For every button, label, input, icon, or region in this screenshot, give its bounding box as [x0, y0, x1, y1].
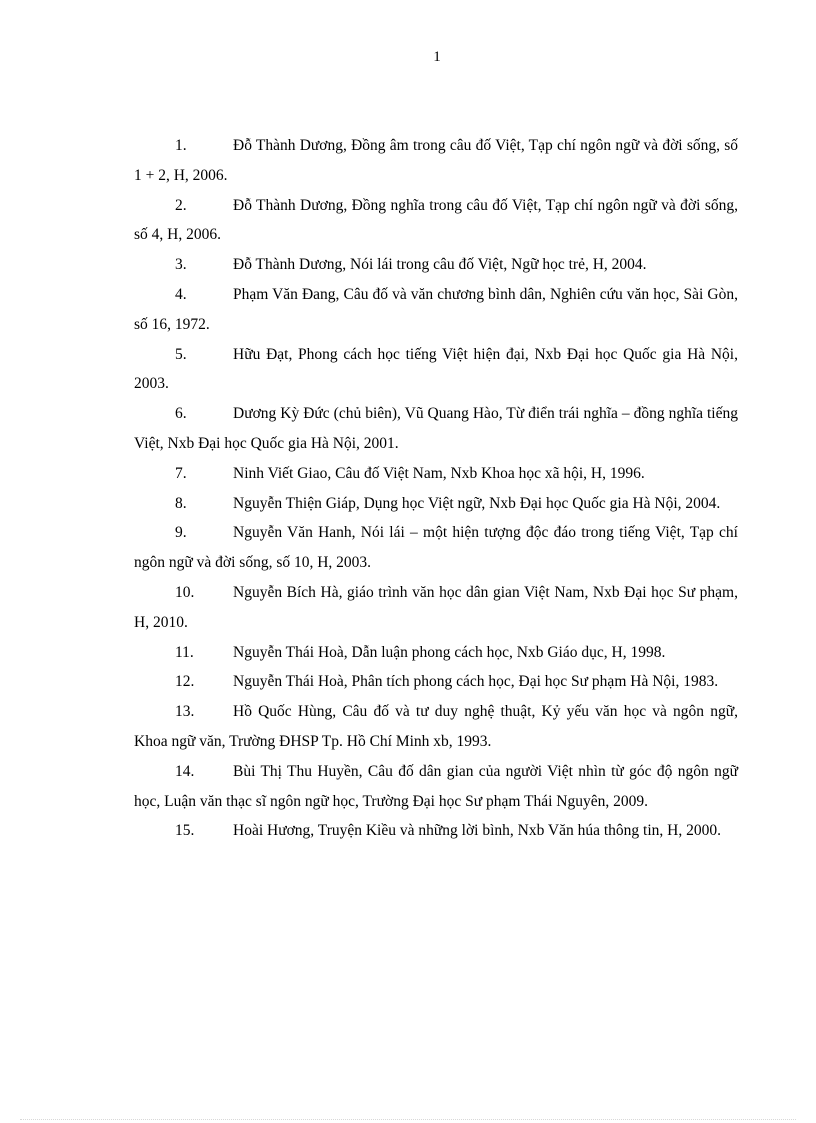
reference-item — [134, 697, 738, 757]
reference-text: Nguyễn Văn Hanh, Nói lái – một hiện tượng độc đáo trong tiếng Việt, Tạp chí ngôn ngữ và đời sống, số 10, H, 2003. — [134, 524, 738, 572]
reference-text: Bùi Thị Thu Huyền, Câu đố dân gian của người Việt nhìn từ góc độ ngôn ngữ học, Luận văn thạc sĩ ngôn ngữ học, Trường Đại học Sư phạm Thái Nguyên, 2009. — [134, 762, 738, 810]
reference-text: Hồ Quốc Hùng, Câu đố và tư duy nghệ thuật, Kỷ yếu văn học và ngôn ngữ, Khoa ngữ văn, Trường ĐHSP Tp. Hồ Chí Minh xb, 1993. — [134, 703, 738, 750]
reference-item — [134, 667, 738, 697]
reference-number: 6. — [175, 405, 187, 423]
reference-number: 9. — [175, 524, 187, 542]
reference-item — [134, 816, 738, 846]
reference-text: Ninh Viết Giao, Câu đố Việt Nam, Nxb Khoa học xã hội, H, 1996. — [233, 464, 645, 482]
reference-text: Phạm Văn Đang, Câu đố và văn chương bình dân, Nghiên cứu văn học, Sài Gòn, số 16, 1972. — [134, 285, 738, 333]
reference-number: 1. — [175, 137, 187, 154]
reference-item — [134, 459, 738, 489]
reference-number: 5. — [175, 345, 187, 363]
reference-list — [134, 131, 738, 846]
reference-number: 13. — [175, 703, 195, 721]
reference-text: Đỗ Thành Dương, Nói lái trong câu đố Việt, Ngữ học trẻ, H, 2004. — [233, 256, 647, 274]
reference-text: Nguyễn Thái Hoà, Phân tích phong cách học, Đại học Sư phạm Hà Nội, 1983. — [233, 673, 719, 691]
reference-text: Nguyễn Thiện Giáp, Dụng học Việt ngữ, Nxb Đại học Quốc gia Hà Nội, 2004. — [233, 494, 721, 512]
reference-item — [134, 399, 738, 459]
reference-number: 15. — [175, 822, 195, 840]
reference-item — [134, 757, 738, 817]
reference-number: 14. — [175, 762, 195, 780]
reference-number: 12. — [175, 673, 195, 691]
reference-item — [134, 518, 738, 578]
reference-text: Dương Kỳ Đức (chủ biên), Vũ Quang Hào, Từ điển trái nghĩa – đồng nghĩa tiếng Việt, Nxb Đại học Quốc gia Hà Nội, 2001. — [134, 405, 738, 452]
reference-text: Nguyễn Thái Hoà, Dẫn luận phong cách học, Nxb Giáo dục, H, 1998. — [233, 643, 666, 661]
reference-text: Hữu Đạt, Phong cách học tiếng Việt hiện đại, Nxb Đại học Quốc gia Hà Nội, 2003. — [134, 345, 738, 393]
reference-text: Đỗ Thành Dương, Đồng nghĩa trong câu đố Việt, Tạp chí ngôn ngữ và đời sống, số 4, H, 2006. — [134, 196, 738, 244]
reference-number: 2. — [175, 196, 187, 214]
reference-item — [134, 191, 738, 251]
reference-item — [134, 489, 738, 519]
reference-number: 4. — [175, 285, 187, 303]
page-bottom-divider — [20, 1119, 796, 1120]
reference-number: 8. — [175, 494, 187, 512]
reference-item — [134, 131, 738, 191]
reference-number: 10. — [175, 583, 195, 601]
reference-text: Nguyễn Bích Hà, giáo trình văn học dân gian Việt Nam, Nxb Đại học Sư phạm, H, 2010. — [134, 583, 738, 631]
reference-number: 11. — [175, 643, 194, 661]
reference-item — [134, 280, 738, 340]
reference-item — [134, 638, 738, 668]
reference-text: Đỗ Thành Dương, Đồng âm trong câu đố Việt, Tạp chí ngôn ngữ và đời sống, số 1 + 2, H, 2006. — [134, 137, 738, 184]
reference-number: 7. — [175, 464, 187, 482]
reference-item — [134, 578, 738, 638]
page-number: 1 — [433, 49, 441, 65]
reference-number: 3. — [175, 256, 187, 274]
reference-item — [134, 250, 738, 280]
reference-item — [134, 340, 738, 400]
reference-text: Hoài Hương, Truyện Kiều và những lời bình, Nxb Văn húa thông tin, H, 2000. — [233, 822, 721, 840]
